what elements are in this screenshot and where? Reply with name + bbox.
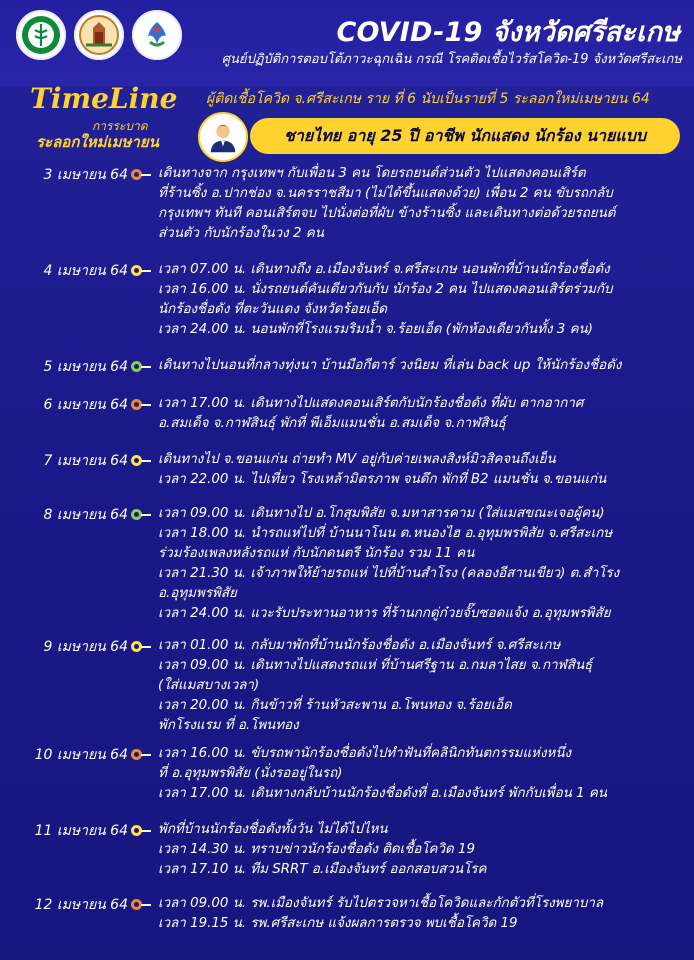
entry-line: พักที่บ้านนักร้องชื่อดังทั้งวัน ไม่ได้ไปไหน <box>158 822 388 837</box>
timeline-marker-icon <box>131 361 142 372</box>
patient-avatar-icon <box>198 112 248 162</box>
patient-profile-badge: ชายไทย อายุ 25 ปี อาชีพ นักแสดง นักร้อง นายแบบ <box>250 118 680 154</box>
page-title: COVID-19 จังหวัดศรีสะเกษ <box>336 17 680 48</box>
entry-date: 10 เมษายน 64 <box>34 747 128 763</box>
entry-date: 12 เมษายน 64 <box>34 897 128 913</box>
garuda-emblem-logo <box>132 10 182 60</box>
timeline-marker-icon <box>131 509 142 520</box>
entry-line: อ.สมเด็จ จ.กาฬสินธุ์ พักที่ พีเอ็มแมนชั่น อ.สมเด็จ จ.กาฬสินธุ์ <box>158 416 506 431</box>
patient-case-number: ผู้ติดเชื้อโควิด จ.ศรีสะเกษ ราย ที่ 6 นับเป็นรายที่ 5 ระลอกใหม่เมษายน 64 <box>206 91 650 107</box>
entry-date: 4 เมษายน 64 <box>43 263 128 279</box>
entry-line: ส่วนตัว กับนักร้องในวง 2 คน <box>158 226 324 241</box>
entry-line: เวลา 09.00 น. รพ.เมืองจันทร์ รับไปตรวจหาเชื้อโควิดและกักตัวที่โรงพยาบาล <box>158 896 604 911</box>
entry-line: เวลา 17.00 น. เดินทางไปแสดงคอนเสิร์ตกับนักร้องชื่อดัง ที่ผับ ตากอากาศ <box>158 396 584 411</box>
entry-line: เวลา 07.00 น. เดินทางถึง อ.เมืองจันทร์ จ.ศรีสะเกษ นอนพักที่บ้านนักร้องชื่อดัง <box>158 262 610 277</box>
entry-line: เวลา 22.00 น. ไปเที่ยว โรงเหล้ามิตรภาพ จนดึก พักที่ B2 แมนชั่น จ.ขอนแก่น <box>158 472 607 487</box>
sisaket-province-seal <box>74 10 124 60</box>
entry-date: 3 เมษายน 64 <box>43 167 128 183</box>
entry-date: 9 เมษายน 64 <box>43 639 128 655</box>
entry-line: (ใส่แมสบางเวลา) <box>158 678 260 693</box>
entry-line: เวลา 09.00 น. เดินทางไป อ.โกสุมพิสัย จ.มหาสารคาม (ใส่แมสขณะเจอผู้คน) <box>158 506 605 521</box>
entry-line: พักโรงแรม ที่ อ.โพนทอง <box>158 718 299 733</box>
timeline-marker-icon <box>131 265 142 276</box>
entry-line: เวลา 14.30 น. ทราบข่าวนักร้องชื่อดัง ติดเชื้อโควิด 19 <box>158 842 475 857</box>
timeline-marker-icon <box>131 899 142 910</box>
timeline-heading: TimeLine <box>30 82 178 115</box>
entry-date: 5 เมษายน 64 <box>43 359 128 375</box>
timeline-marker-icon <box>131 399 142 410</box>
entry-line: เวลา 24.00 น. แวะรับประทานอาหาร ที่ร้านกกดู่ก๋วยจั๊บซอดแจ้ง อ.อุทุมพรพิสัย <box>158 606 611 621</box>
entry-line: เดินทางไป จ.ขอนแก่น ถ่ายทำ MV อยู่กับค่ายเพลงสิงห์มิวสิคจนถึงเย็น <box>158 452 556 467</box>
entry-date: 7 เมษายน 64 <box>43 453 128 469</box>
timeline-marker-icon <box>131 749 142 760</box>
entry-line: เวลา 21.30 น. เจ้าภาพให้ย้ายรถแห่ ไปที่บ้านสำโรง (คลองอีสานเขียว) ต.สำโรง <box>158 566 620 581</box>
entry-date: 6 เมษายน 64 <box>43 397 128 413</box>
timeline-subheading-small: การระบาด <box>92 119 148 133</box>
entry-line: เวลา 16.00 น. นั่งรถยนต์คันเดียวกันกับ นักร้อง 2 คน ไปแสดงคอนเสิร์ตร่วมกับ <box>158 282 613 297</box>
ministry-of-public-health-logo <box>16 10 66 60</box>
timeline-marker-icon <box>131 455 142 466</box>
entry-line: เวลา 09.00 น. เดินทางไปแสดงรถแห่ ที่บ้านศรีฐาน อ.กมลาไสย จ.กาฬสินธุ์ <box>158 658 593 673</box>
page-subtitle: ศูนย์ปฏิบัติการตอบโต้ภาวะฉุกเฉิน กรณี โรคติดเชื้อไวรัสโควิด-19 จังหวัดศรีสะเกษ <box>221 52 682 67</box>
entry-line: เวลา 19.15 น. รพ.ศรีสะเกษ แจ้งผลการตรวจ พบเชื้อโควิด 19 <box>158 916 518 931</box>
entry-line: เวลา 16.00 น. ขับรถพานักร้องชื่อดังไปทำฟันที่คลินิกทันตกรรมแห่งหนึ่ง <box>158 746 572 761</box>
entry-line: เวลา 17.00 น. เดินทางกลับบ้านนักร้องชื่อดังที่ อ.เมืองจันทร์ พักกับเพื่อน 1 คน <box>158 786 607 801</box>
entry-date: 8 เมษายน 64 <box>43 507 128 523</box>
header-bar <box>0 0 694 86</box>
entry-line: อ.อุทุมพรพิสัย <box>158 586 237 601</box>
entry-line: เวลา 18.00 น. นำรถแห่ไปที่ บ้านนาโนน ต.หนองไฮ อ.อุทุมพรพิสัย จ.ศรีสะเกษ <box>158 526 613 541</box>
entry-line: ร่วมร้องเพลงหลังรถแห่ กับนักดนตรี นักร้อง รวม 11 คน <box>158 546 475 561</box>
entry-line: นักร้องชื่อดัง ที่ตะวันแดง จังหวัดร้อยเอ็ด <box>158 302 387 317</box>
entry-line: เดินทางไปนอนที่กลางทุ่งนา บ้านมือกีตาร์ วงนิยม ที่เล่น back up ให้นักร้องชื่อดัง <box>158 358 622 373</box>
timeline-marker-icon <box>131 825 142 836</box>
entry-line: กรุงเทพฯ ทันที คอนเสิร์ตจบ ไปนั่งต่อที่ผับ ข้างร้านซิ้ง และเดินทางต่อด้วยรถยนต์ <box>158 206 616 221</box>
entry-line: เวลา 17.10 น. ทีม SRRT อ.เมืองจันทร์ ออกสอบสวนโรค <box>158 862 487 877</box>
entry-line: ที่ร้านซิ้ง อ.ปากช่อง จ.นครราชสีมา (ไม่ได้ขึ้นแสดงด้วย) เพื่อน 2 คน ขับรถกลับ <box>158 186 613 201</box>
entry-line: เวลา 01.00 น. กลับมาพักที่บ้านนักร้องชื่อดัง อ.เมืองจันทร์ จ.ศรีสะเกษ <box>158 638 561 653</box>
entry-line: เวลา 24.00 น. นอนพักที่โรงแรมริมน้ำ จ.ร้อยเอ็ด (พักห้องเดียวกันทั้ง 3 คน) <box>158 322 593 337</box>
entry-line: เวลา 20.00 น. กินข้าวที่ ร้านหัวสะพาน อ.โพนทอง จ.ร้อยเอ็ด <box>158 698 512 713</box>
entry-line: ที่ อ.อุทุมพรพิสัย (นั่งรออยู่ในรถ) <box>158 766 343 781</box>
timeline-subheading-large: ระลอกใหม่เมษายน <box>36 133 159 151</box>
entry-line: เดินทางจาก กรุงเทพฯ กับเพื่อน 3 คน โดยรถยนต์ส่วนตัว ไปแสดงคอนเสิร์ต <box>158 166 586 181</box>
entry-date: 11 เมษายน 64 <box>34 823 128 839</box>
timeline-marker-icon <box>131 641 142 652</box>
timeline-marker-icon <box>131 169 142 180</box>
